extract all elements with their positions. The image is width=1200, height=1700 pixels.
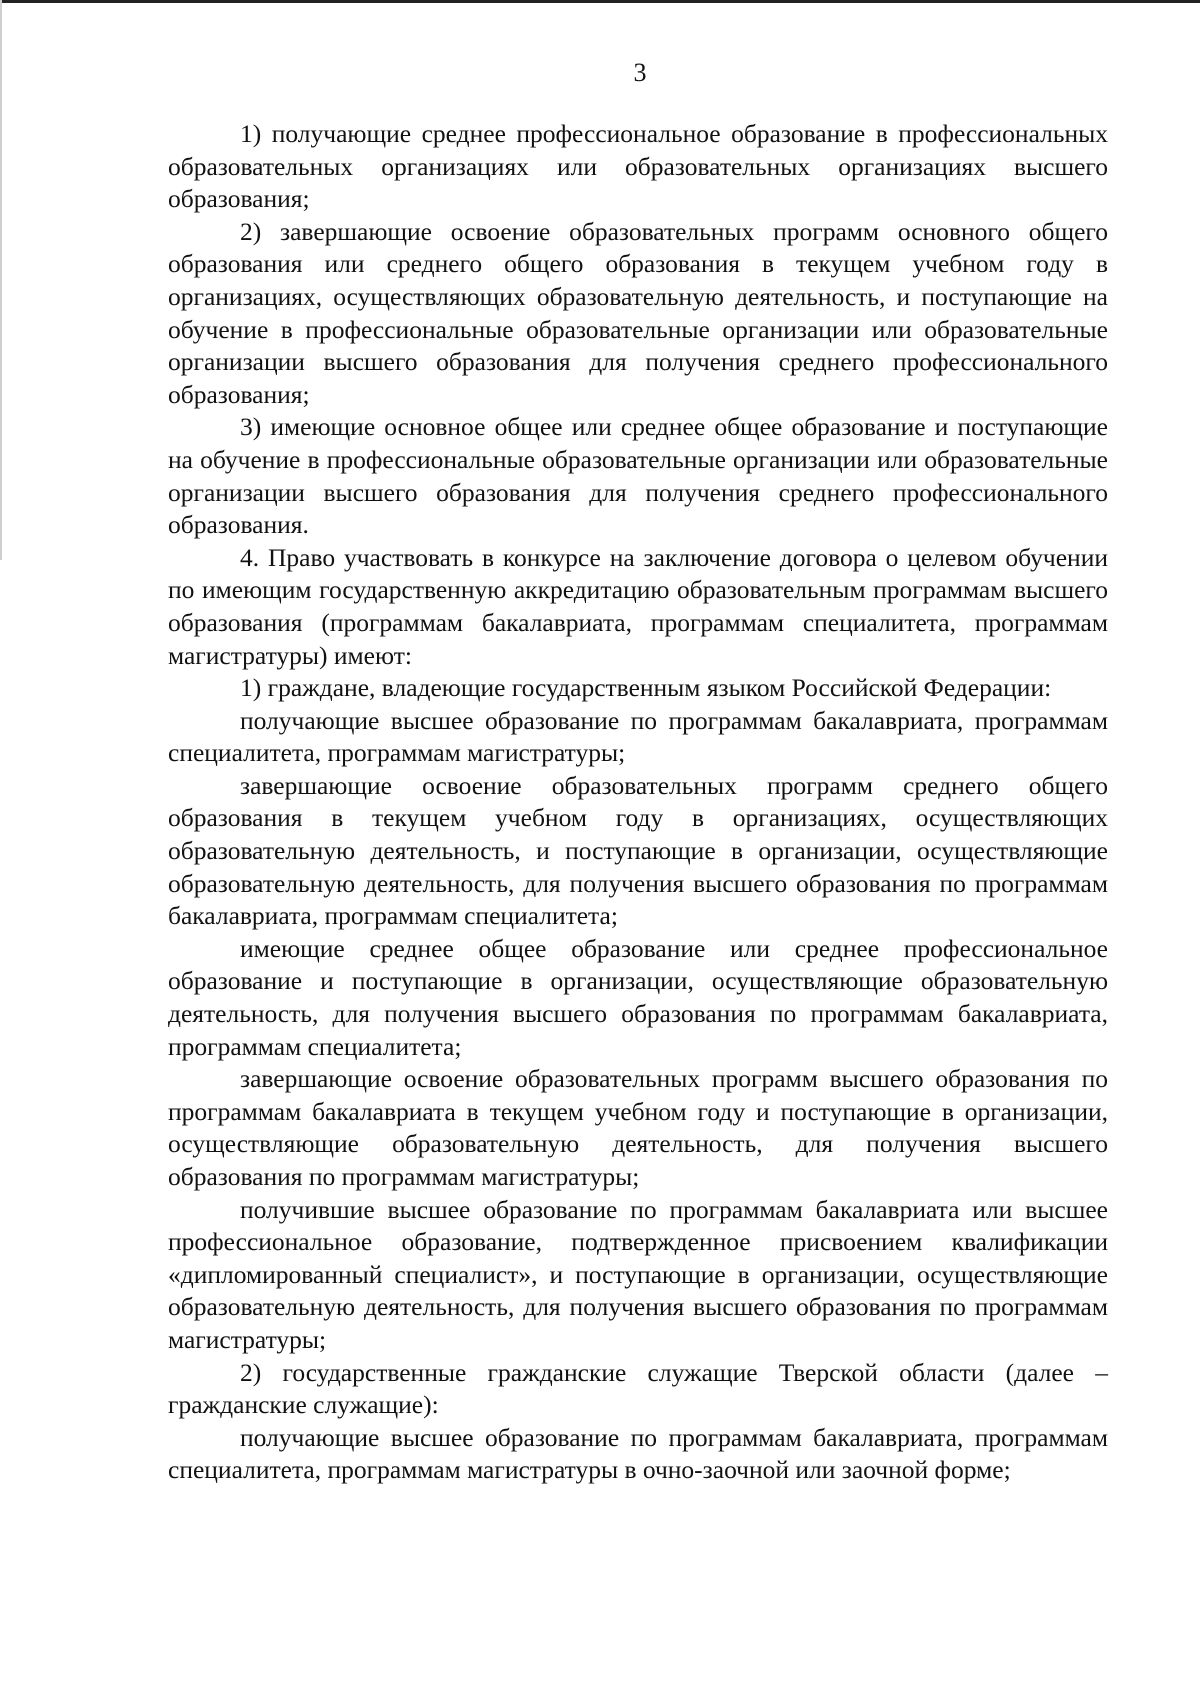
page-number: 3	[633, 58, 647, 87]
paragraph-1: 1) получающие среднее профессиональное образование в профессиональных образовательных организациях или образовательных организациях высшего образования;	[168, 119, 1108, 214]
paragraph-2: 2) завершающие освоение образовательных программ основного общего образования или среднего общего образования в текущем учебном году в организациях, осуществляющих образовательную деятельность, и поступающие на обучение в профессиональные образовательные организации или образовательные организации высшего образования для получения среднего профессионального образования;	[168, 216, 1108, 409]
paragraph-9: завершающие освоение образовательных программ высшего образования по программам бакалавриата в текущем учебном году и поступающие в организации, осуществляющие образовательную деятельность, для получения высшего образования по программам магистратуры;	[168, 1064, 1108, 1191]
paragraph-8: имеющие среднее общее образование или среднее профессиональное образование и поступающие в организации, осуществляющие образовательную деятельность, для получения высшего образования по программам бакалавриата, программам специалитета;	[168, 933, 1108, 1061]
paragraph-7: завершающие освоение образовательных программ среднего общего образования в текущем учебном году в организациях, осуществляющих образовательную деятельность, и поступающие в организации, осуществляющие образовательную деятельность, для получения высшего образования по программам бакалавриата, программам специалитета;	[168, 770, 1108, 931]
paragraph-5: 1) граждане, владеющие государственным языком Российской Федерации:	[240, 673, 1052, 703]
paragraph-3: 3) имеющие основное общее или среднее общее образование и поступающие на обучение в профессиональные образовательные организации или образовательные организации высшего образования для получения среднего профессионального образования.	[168, 412, 1108, 540]
top-edge-line	[0, 0, 1200, 3]
paragraph-10: получившие высшее образование по программам бакалавриата или высшее профессиональное образование, подтвержденное присвоением квалификации «дипломированный специалист», и поступающие в организации, осуществляющие образовательную деятельность, для получения высшего образования по программам магистратуры;	[168, 1194, 1108, 1354]
document-body	[168, 118, 1108, 1487]
paragraph-6: получающие высшее образование по программам бакалавриата, программам специалитета, программам магистратуры;	[168, 705, 1108, 768]
paragraph-12: получающие высшее образование по программам бакалавриата, программам специалитета, программам магистратуры в очно-заочной или заочной форме;	[168, 1422, 1108, 1485]
paragraph-11: 2) государственные гражданские служащие Тверской области (далее – гражданские служащие):	[168, 1357, 1108, 1420]
paragraph-4: 4. Право участвовать в конкурсе на заключение договора о целевом обучении по имеющим государственную аккредитацию образовательным программам высшего образования (программам бакалавриата, программам специалитета, программам магистратуры) имеют:	[168, 542, 1108, 670]
